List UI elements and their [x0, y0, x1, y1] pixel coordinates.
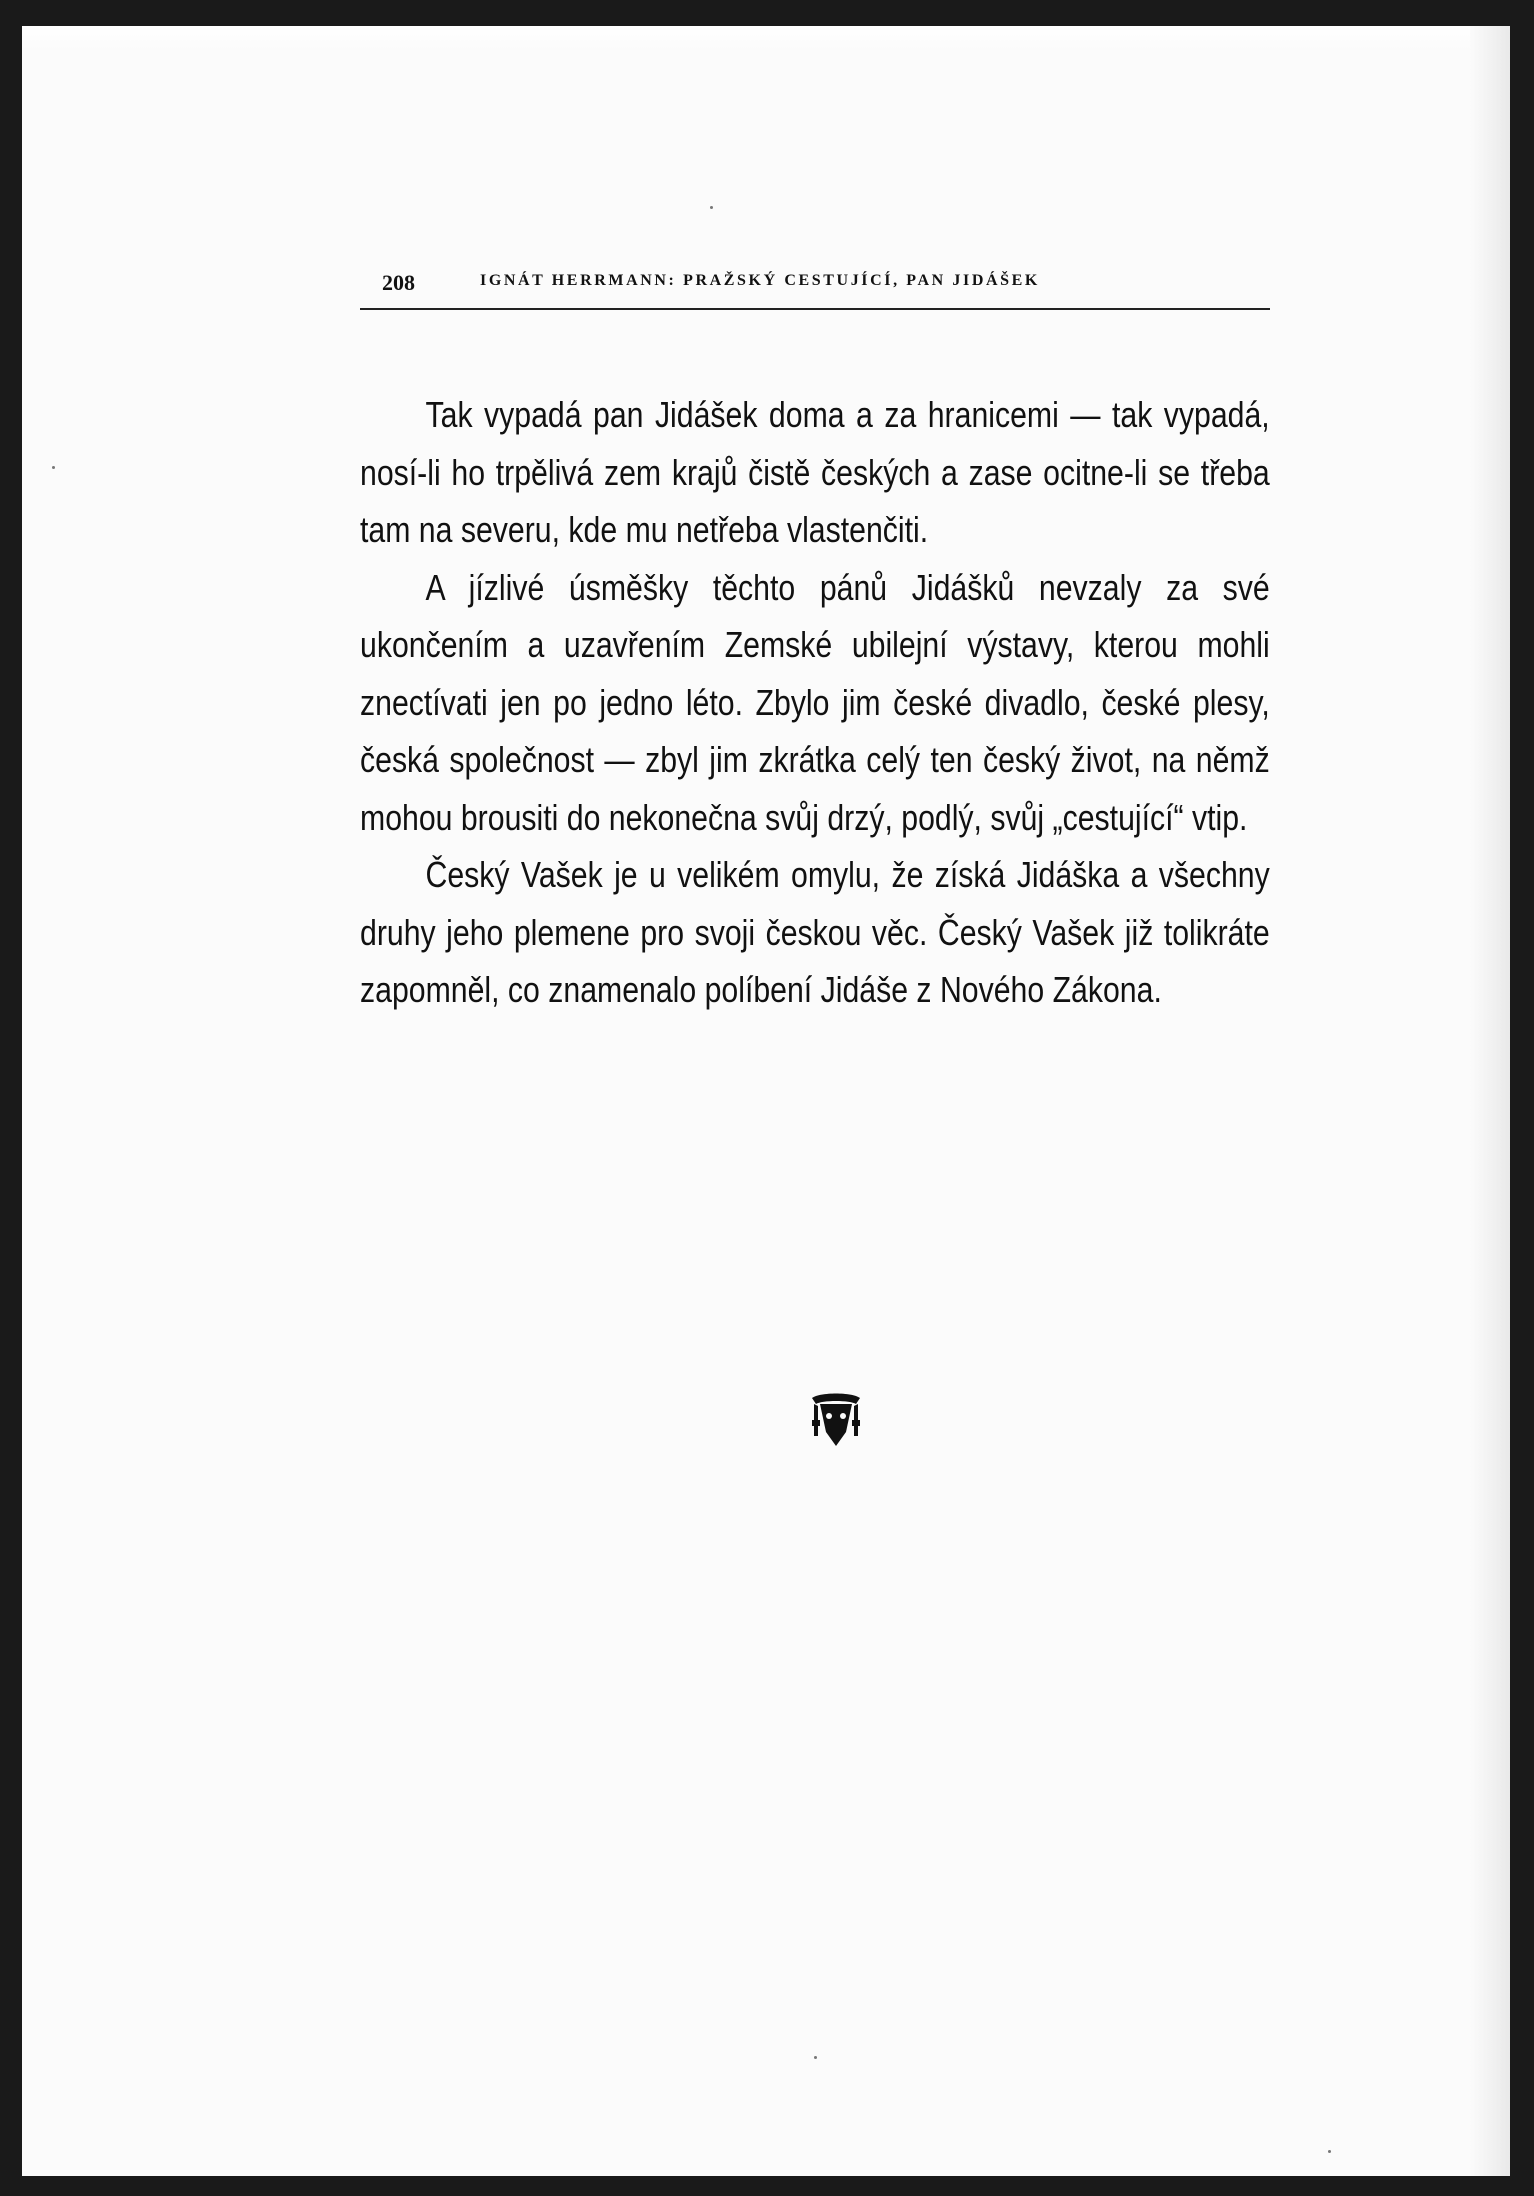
scan-speck — [52, 466, 55, 469]
scan-speck — [710, 206, 713, 209]
body-text — [360, 386, 1270, 1019]
bull-skull-ornament-icon — [810, 1392, 862, 1448]
paragraph-3: Český Vašek je u velikém omylu, že získá Jidáška a všechny druhy jeho plemene pro svoji českou věc. Český Vašek již tolikráte zapomněl, co znamenalo políbení Jidáše z Nového Zákona. — [360, 854, 1270, 1010]
running-title: IGNÁT HERRMANN: PRAŽSKÝ CESTUJÍCÍ, PAN JIDÁŠEK — [480, 272, 1040, 289]
scan-speck — [1328, 2150, 1331, 2153]
scan-edge-right — [1470, 26, 1510, 2176]
paragraph-2: A jízlivé úsměšky těchto pánů Jidášků nevzaly za své ukončením a uzavřením Zemské ubilejní výstavy, kterou mohli znectívati jen po jedno léto. Zbylo jim české divadlo, české plesy, česká společnost — zbyl jim zkrátka celý ten český život, na němž mohou brousiti do nekonečna svůj drzý, podlý, svůj „cestující“ vtip. — [360, 566, 1270, 838]
running-header — [360, 262, 1270, 310]
book-page — [22, 26, 1510, 2176]
scan-speck — [814, 2056, 817, 2059]
scan-edge-top — [22, 26, 1510, 50]
paragraph-1: Tak vypadá pan Jidášek doma a za hranicemi — tak vypadá, nosí-li ho trpělivá zem krajů čistě českých a zase ocitne-li se třeba tam na severu, kde mu netřeba vlastenčiti. — [360, 394, 1270, 550]
page-number: 208 — [382, 270, 415, 295]
